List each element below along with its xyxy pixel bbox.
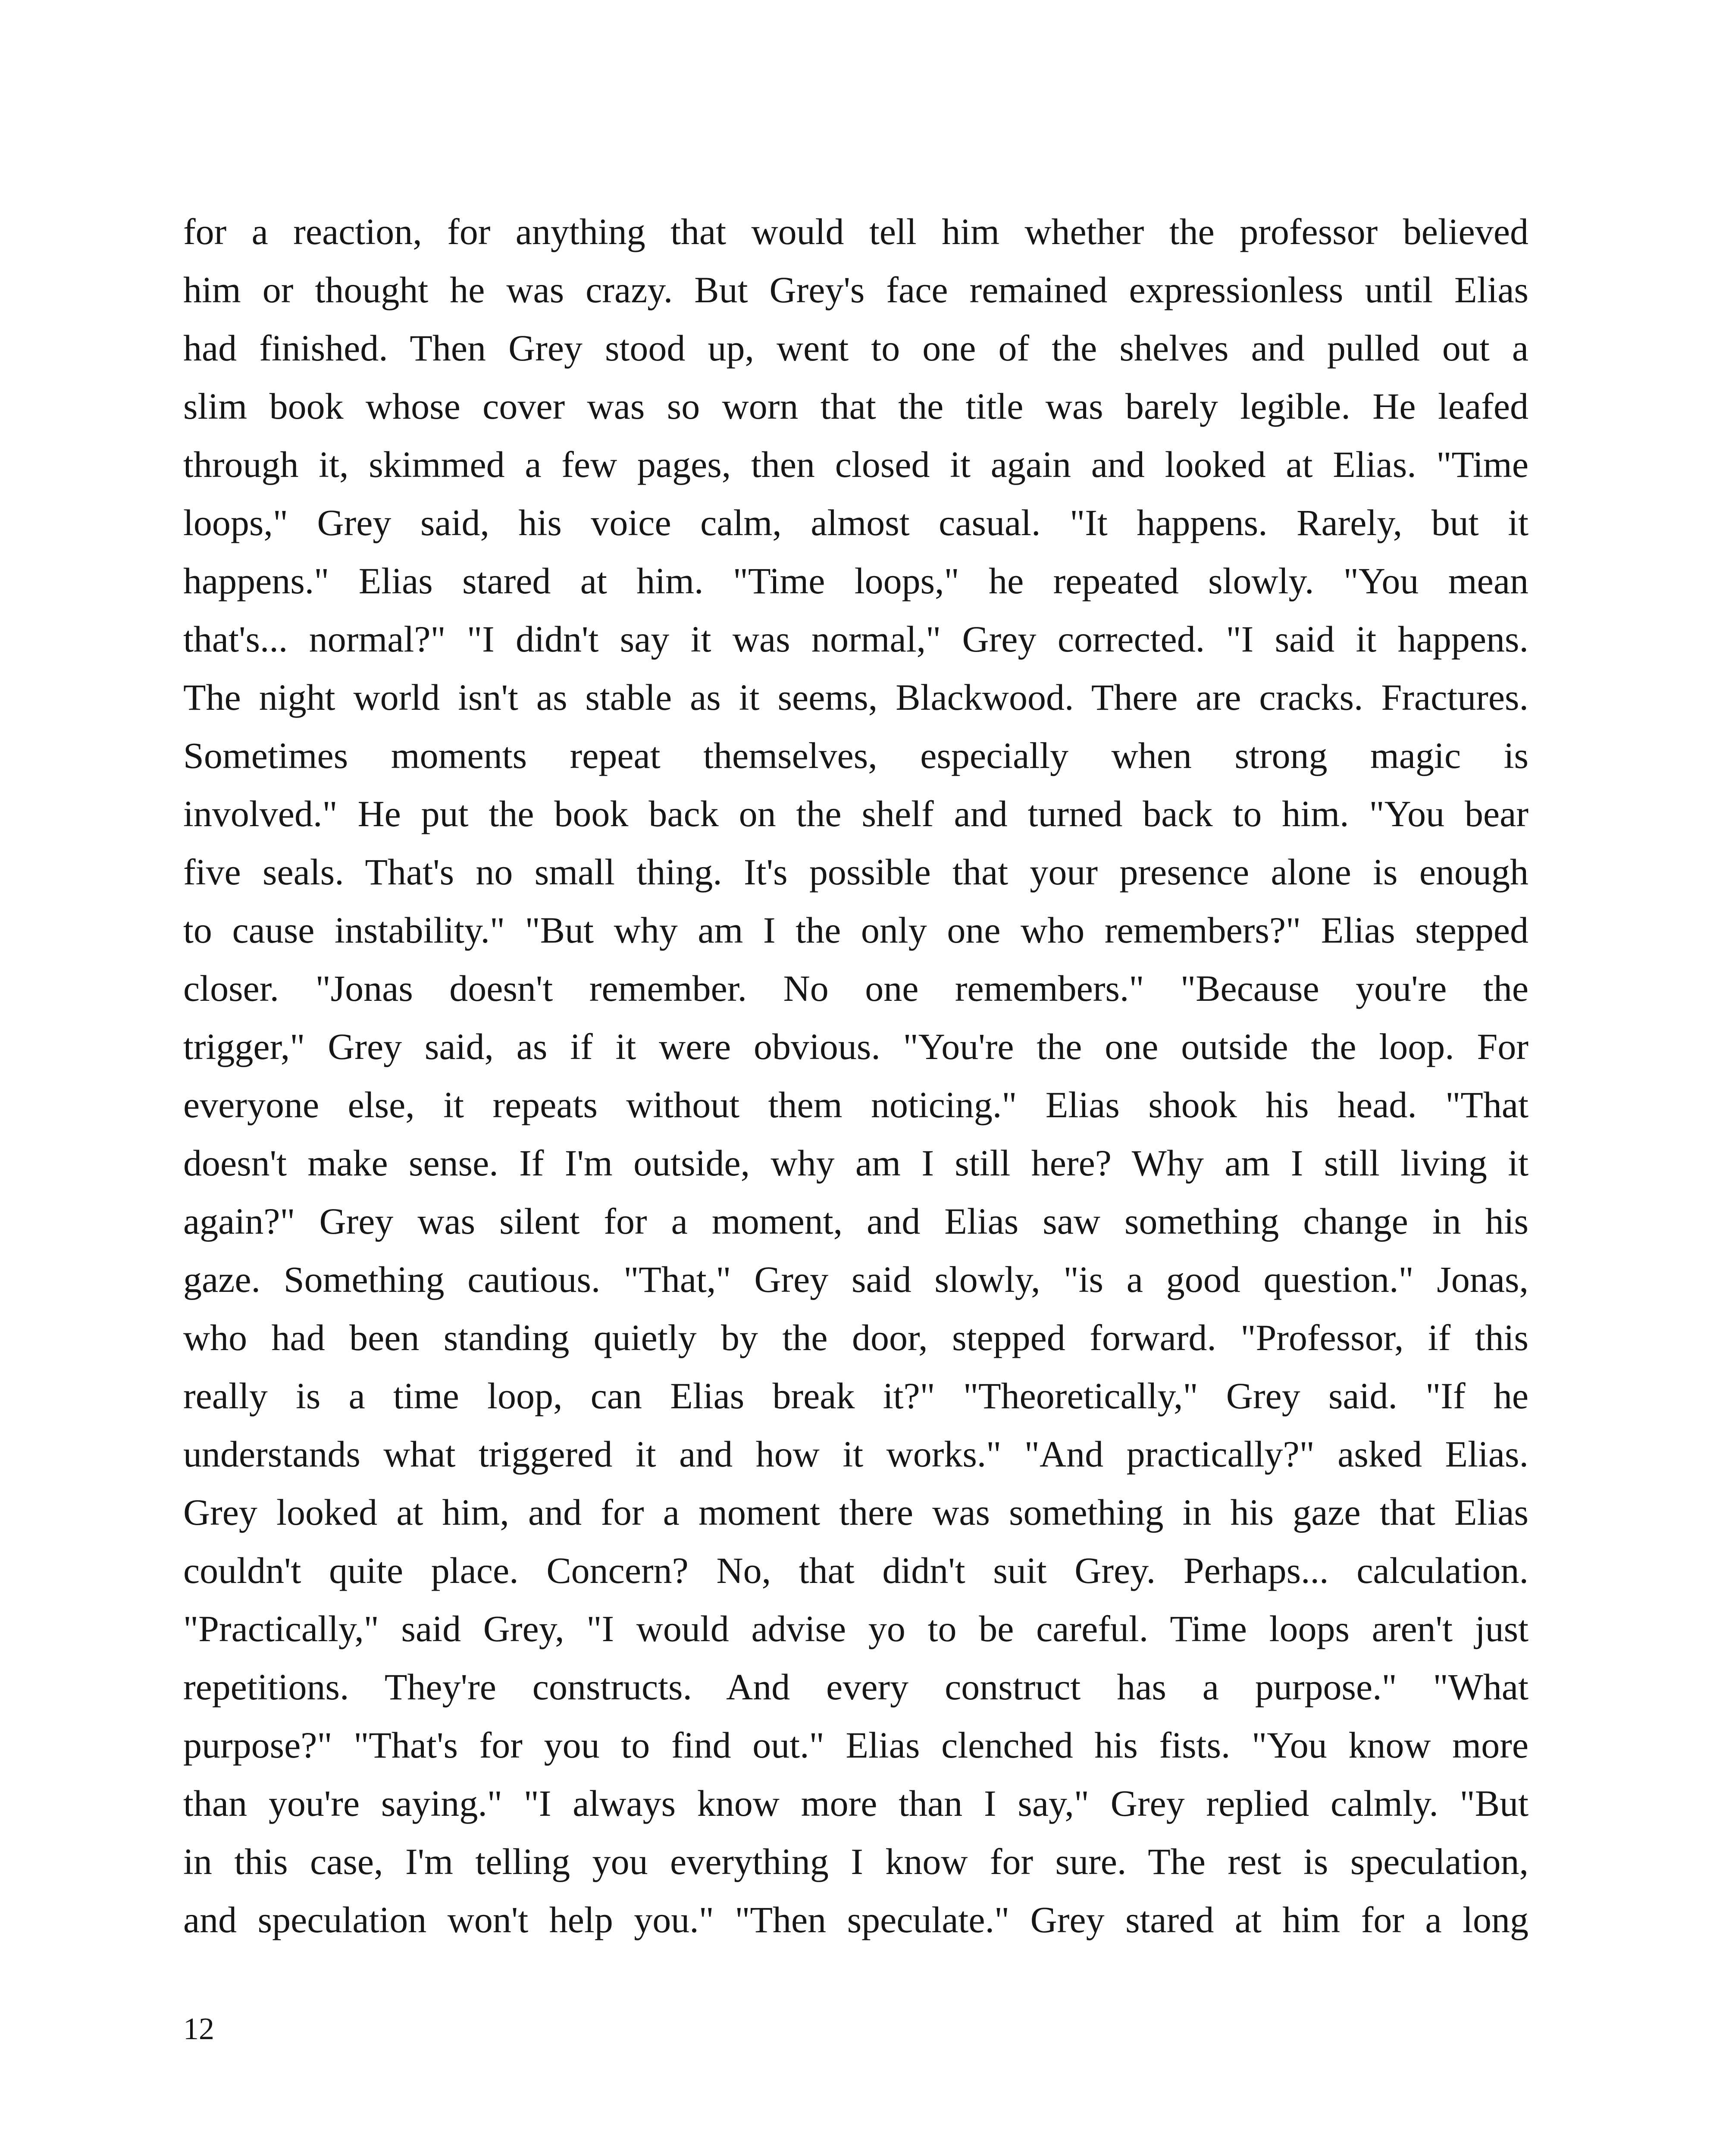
text-line: Grey looked at him, and for a moment there was something in his gaze that Elias [183,1492,1528,1533]
page-number: 12 [183,2012,214,2046]
text-line: had finished. Then Grey stood up, went to one of the shelves and pulled out a [183,327,1528,369]
text-line: and speculation won't help you." "Then speculate." Grey stared at him for a long [183,1899,1528,1940]
text-line: happens." Elias stared at him. "Time loops," he repeated slowly. "You mean [183,560,1528,602]
text-line: couldn't quite place. Concern? No, that didn't suit Grey. Perhaps... calculation. [183,1550,1528,1591]
text-line: that's... normal?" "I didn't say it was normal," Grey corrected. "I said it happens. [183,618,1528,660]
text-line: than you're saying." "I always know more than I say," Grey replied calmly. "But [183,1783,1528,1824]
text-line: The night world isn't as stable as it seems, Blackwood. There are cracks. Fractures. [183,677,1528,718]
text-line: him or thought he was crazy. But Grey's face remained expressionless until Elias [183,269,1528,310]
text-line: doesn't make sense. If I'm outside, why am I still here? Why am I still living it [183,1142,1528,1184]
text-line: really is a time loop, can Elias break it?" "Theoretically," Grey said. "If he [183,1375,1528,1416]
text-line: closer. "Jonas doesn't remember. No one remembers." "Because you're the [183,968,1528,1009]
text-line: loops," Grey said, his voice calm, almost casual. "It happens. Rarely, but it [183,502,1528,543]
text-line: who had been standing quietly by the door, stepped forward. "Professor, if this [183,1317,1528,1358]
text-line: involved." He put the book back on the shelf and turned back to him. "You bear [183,793,1528,834]
text-line: purpose?" "That's for you to find out." Elias clenched his fists. "You know more [183,1724,1528,1766]
text-line: again?" Grey was silent for a moment, and Elias saw something change in his [183,1200,1528,1242]
text-line: understands what triggered it and how it works." "And practically?" asked Elias. [183,1433,1528,1475]
text-line: repetitions. They're constructs. And every construct has a purpose." "What [183,1666,1528,1708]
text-line: Sometimes moments repeat themselves, especially when strong magic is [183,735,1528,776]
text-line: in this case, I'm telling you everything I know for sure. The rest is speculation, [183,1841,1528,1882]
body-text [183,203,1528,1949]
text-line: trigger," Grey said, as if it were obvious. "You're the one outside the loop. For [183,1026,1528,1067]
text-line: everyone else, it repeats without them noticing." Elias shook his head. "That [183,1084,1528,1125]
text-line: slim book whose cover was so worn that the title was barely legible. He leafed [183,385,1528,427]
text-line: five seals. That's no small thing. It's possible that your presence alone is enough [183,851,1528,893]
text-line: through it, skimmed a few pages, then closed it again and looked at Elias. "Time [183,444,1528,485]
text-line: gaze. Something cautious. "That," Grey said slowly, "is a good question." Jonas, [183,1259,1528,1300]
text-line: to cause instability." "But why am I the only one who remembers?" Elias stepped [183,909,1528,951]
text-line: "Practically," said Grey, "I would advise yo to be careful. Time loops aren't just [183,1608,1528,1649]
text-line: for a reaction, for anything that would tell him whether the professor believed [183,211,1528,252]
